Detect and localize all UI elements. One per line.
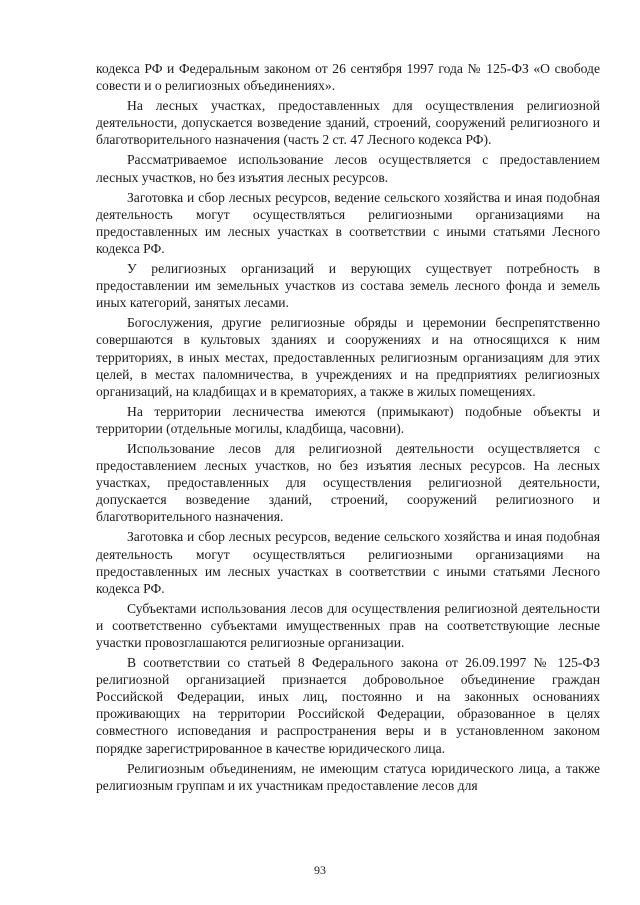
page-number: 93 [314,863,326,877]
paragraph-10: Субъектами использования лесов для осуществления религиозной деятельности и соответственно субъектами имущественных прав на соответствующие лесные участки провозглашаются религиозные организации. [96,600,600,650]
paragraph-7: На территории лесничества имеются (примыкают) подобные объекты и территории (отдельные могилы, кладбища, часовни). [96,403,600,436]
paragraph-8: Использование лесов для религиозной деятельности осуществляется с предоставлением лесных участков, но без изъятия лесных ресурсов. На лесных участках, предоставленных для осуществления религиозной деятельности, допускается возведение зданий, строений, сооружений религиозного и благотворительного назначения. [96,440,600,525]
document-body [96,60,600,794]
paragraph-2: На лесных участках, предоставленных для осуществления религиозной деятельности, допускается возведение зданий, строений, сооружений религиозного и благотворительного назначения (часть 2 ст. 47 Лесного кодекса РФ). [96,98,600,148]
paragraph-11: В соответствии со статьей 8 Федерального закона от 26.09.1997 № 125-ФЗ религиозной организацией признается добровольное объединение граждан Российской Федерации, иных лиц, постоянно и на законных основаниях проживающих на территории Российской Федерации, образованное в целях совместного исповедания и распространения веры и в установленном законом порядке зарегистрированное в качестве юридического лица. [96,655,600,756]
paragraph-12: Религиозным объединениям, не имеющим статуса юридического лица, а также религиозным группам и их участникам предоставление лесов для [96,760,600,793]
paragraph-9: Заготовка и сбор лесных ресурсов, ведение сельского хозяйства и иная подобная деятельность могут осуществляться религиозными организациями на предоставленных им лесных участках в соответствии с иными статьями Лесного кодекса РФ. [96,529,600,596]
paragraph-4: Заготовка и сбор лесных ресурсов, ведение сельского хозяйства и иная подобная деятельность могут осуществляться религиозными организациями на предоставленных им лесных участках в соответствии с иными статьями Лесного кодекса РФ. [96,189,600,256]
paragraph-3: Рассматриваемое использование лесов осуществляется с предоставлением лесных участков, но без изъятия лесных ресурсов. [96,152,600,185]
paragraph-1: кодекса РФ и Федеральным законом от 26 сентября 1997 года № 125-ФЗ «О свободе совести и о религиозных объединениях». [96,61,600,94]
paragraph-6: Богослужения, другие религиозные обряды и церемонии беспрепятственно совершаются в культовых зданиях и сооружениях и на относящихся к ним территориях, в иных местах, предоставленных религиозным организациям для этих целей, в местах паломничества, в учреждениях и на предприятиях религиозных организаций, на кладбищах и в крематориях, а также в жилых помещениях. [96,315,600,399]
paragraph-5: У религиозных организаций и верующих существует потребность в предоставлении им земельных участков из состава земель лесного фонда и земель иных категорий, занятых лесами. [96,261,600,311]
